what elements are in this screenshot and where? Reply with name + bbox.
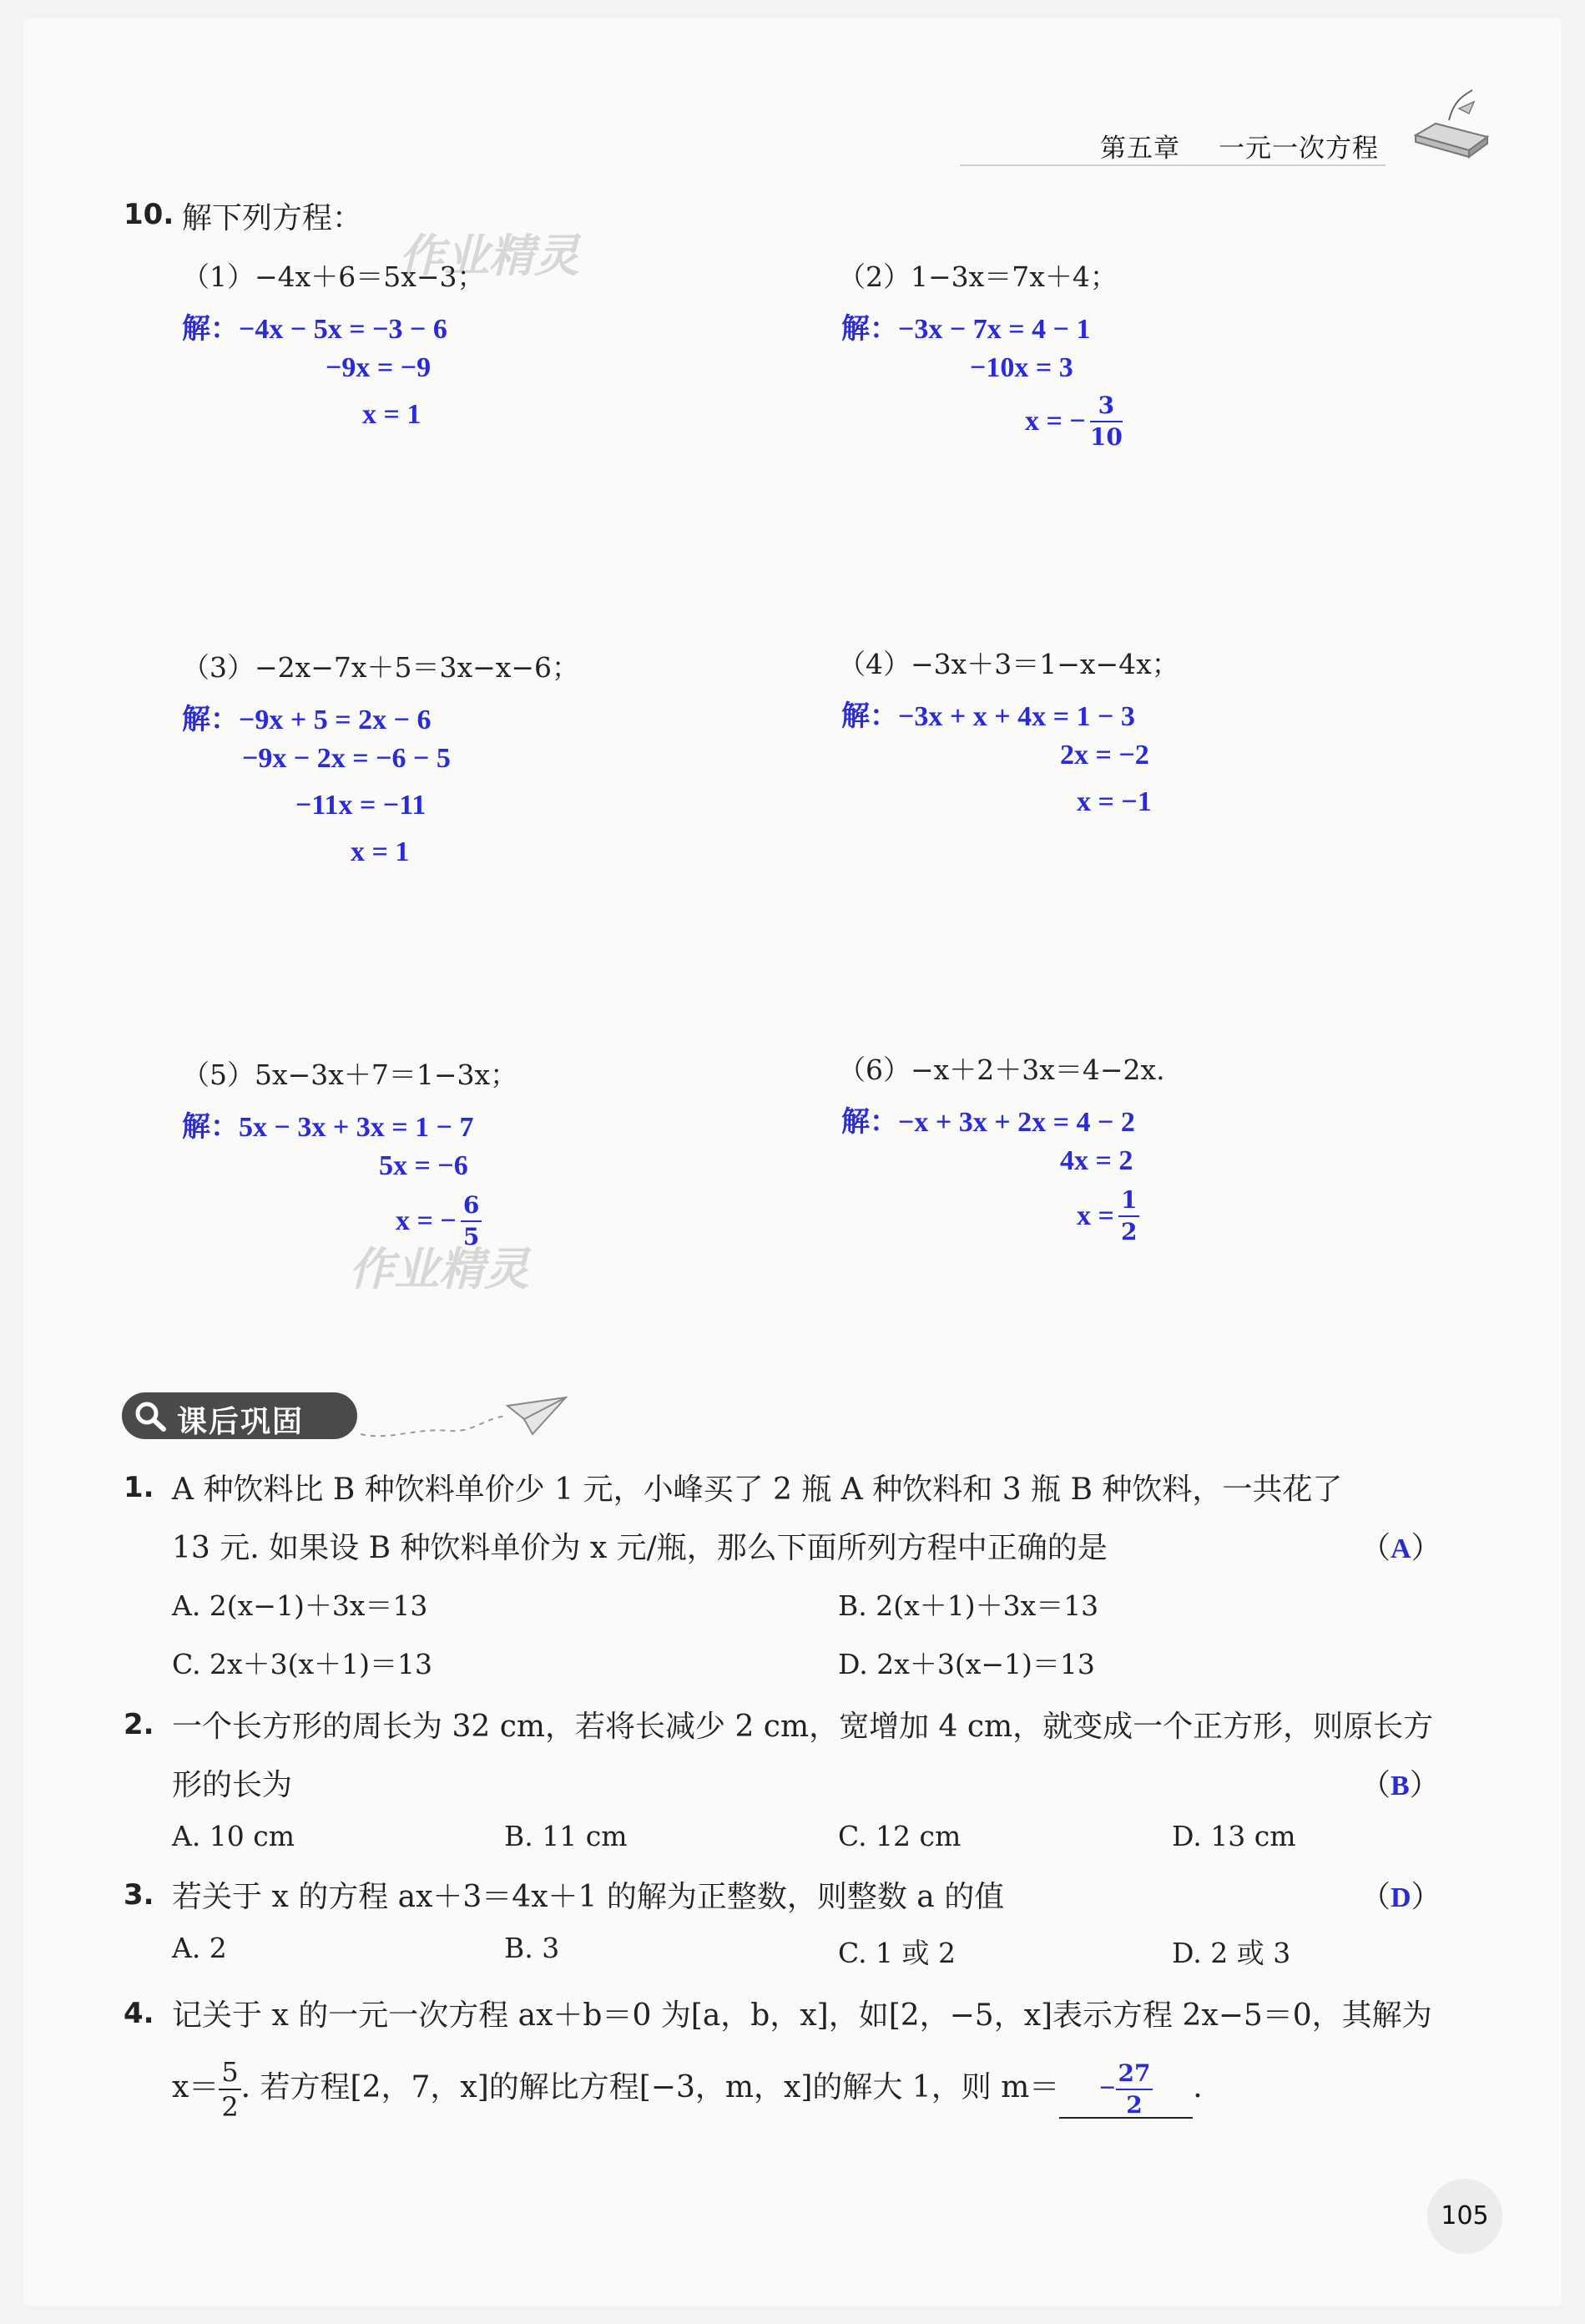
q4-line1: 记关于 x 的一元一次方程 ax＋b＝0 为[a，b，x]，如[2，−5，x]表示方程 2x−5＝0，其解为 (172, 1998, 1432, 2033)
watermark-2: 作业精灵 (349, 1243, 529, 1296)
q3-number: 3. (124, 1878, 154, 1912)
q3-option-d: D. 2 或 3 (1172, 1937, 1291, 1969)
q2-option-a: A. 10 cm (172, 1820, 295, 1852)
q2-option-d: D. 13 cm (1172, 1820, 1296, 1852)
q10-part2-step2: −10x = 3 (970, 352, 1073, 383)
q3-answer-bracket: （D） (1360, 1880, 1441, 1914)
q10-part4-step1: 解：−3x + x + 4x = 1 − 3 (841, 701, 1135, 732)
q4-example-fraction (219, 2056, 240, 2123)
paper-plane-icon (357, 1391, 574, 1449)
q10-part1-step1: 解：−4x − 5x = −3 − 6 (182, 314, 447, 345)
header-rule (960, 164, 1386, 166)
q4-line2 (172, 2056, 1203, 2123)
q10-part6-label: （6）−x＋2＋3x＝4−2x. (838, 1053, 1165, 1086)
q10-part5-step1: 解：5x − 3x + 3x = 1 − 7 (182, 1112, 474, 1143)
q1-option-a: A. 2(x−1)＋3x＝13 (172, 1589, 428, 1622)
q10-part4-label: （4）−3x＋3＝1−x−4x； (838, 648, 1179, 680)
q10-part2-den: 10 (1089, 423, 1123, 451)
watermark: 作业精灵 (399, 230, 579, 282)
q10-part5-den: 5 (462, 1223, 480, 1250)
q4-line2-pre: x＝ (172, 2070, 220, 2104)
q2-answer: B (1391, 1771, 1410, 1801)
q10-part6-step3 (1077, 1186, 1139, 1245)
q2-number: 2. (124, 1708, 154, 1741)
q1-answer: A (1391, 1533, 1411, 1564)
q10-part1-step3: x = 1 (362, 399, 421, 430)
q10-part3-step1: 解：−9x + 5 = 2x − 6 (182, 705, 432, 735)
q2-answer-bracket: （B） (1360, 1768, 1440, 1802)
q10-part3-step3: −11x = −11 (295, 790, 427, 821)
q4-line2-mid: . 若方程[2，7，x]的解比方程[−3，m，x]的解大 1，则 m＝ (240, 2070, 1060, 2104)
section-title: 课后巩固 (177, 1405, 305, 1439)
page-number: 105 (1427, 2179, 1502, 2254)
q2-option-c: C. 12 cm (838, 1820, 962, 1852)
q1-number: 1. (124, 1471, 154, 1504)
q10-part4-step3: x = −1 (1077, 786, 1152, 817)
q10-part3-step4: x = 1 (351, 836, 410, 867)
q4-line2-end: . (1193, 2070, 1203, 2104)
q10-part6-fraction (1118, 1186, 1139, 1245)
page (23, 18, 1562, 2306)
q10-part5-label: （5）5x−3x＋7＝1−3x； (182, 1058, 518, 1091)
q3-option-c: C. 1 或 2 (838, 1937, 957, 1969)
chapter-label: 第五章 (1100, 134, 1180, 164)
q10-part6-step1: 解：−x + 3x + 2x = 4 − 2 (841, 1107, 1135, 1138)
q10-title: 解下列方程： (182, 201, 363, 235)
q10-part2-fraction (1090, 394, 1123, 449)
q4-answer-blank (1059, 2059, 1193, 2119)
q1-option-b: B. 2(x＋1)＋3x＝13 (838, 1589, 1099, 1622)
q10-part1-step2: −9x = −9 (326, 352, 432, 383)
q10-part5-step2: 5x = −6 (379, 1150, 468, 1181)
q3-option-a: A. 2 (172, 1932, 227, 1964)
chapter-title: 一元一次方程 (1219, 134, 1379, 164)
q2-option-b: B. 11 cm (504, 1820, 628, 1852)
q4-example-num: 5 (219, 2059, 240, 2090)
q10-part2-step3-text: x = − (1025, 406, 1086, 437)
q4-answer-sign: − (1099, 2073, 1116, 2104)
q10-part5-step3-text: x = − (396, 1205, 457, 1236)
q3-option-b: B. 3 (504, 1932, 560, 1964)
q4-number: 4. (124, 1997, 154, 2030)
q10-part6-den: 2 (1120, 1218, 1138, 1245)
q10-number: 10. (124, 198, 174, 231)
magnifier-icon (132, 1399, 169, 1432)
q4-answer-num: 27 (1116, 2062, 1153, 2090)
q2-line2: 形的长为 (172, 1768, 293, 1802)
section-header (122, 1392, 357, 1439)
q1-option-c: C. 2x＋3(x＋1)＝13 (172, 1648, 433, 1680)
books-icon (1411, 83, 1491, 164)
q10-part2-num: 3 (1090, 394, 1123, 422)
q4-answer-den: 2 (1126, 2091, 1143, 2119)
q3-line1: 若关于 x 的方程 ax＋3＝4x＋1 的解为正整数，则整数 a 的值 (172, 1880, 1005, 1914)
q10-part1-label: （1）−4x＋6＝5x−3； (182, 260, 485, 293)
q10-part5-num: 6 (461, 1194, 482, 1222)
q10-part2-step1: 解：−3x − 7x = 4 − 1 (841, 314, 1091, 345)
q10-part6-step2: 4x = 2 (1060, 1145, 1133, 1176)
q10-part4-step2: 2x = −2 (1060, 740, 1149, 770)
q1-option-d: D. 2x＋3(x−1)＝13 (838, 1648, 1095, 1680)
q10-part6-step3-text: x = (1077, 1200, 1114, 1231)
q4-answer-fraction (1116, 2059, 1153, 2119)
q1-line1: A 种饮料比 B 种饮料单价少 1 元，小峰买了 2 瓶 A 种饮料和 3 瓶 B 种饮料，一共花了 (172, 1473, 1343, 1507)
q3-answer: D (1391, 1882, 1411, 1913)
q2-line1: 一个长方形的周长为 32 cm，若将长减少 2 cm，宽增加 4 cm，就变成一个正方形，则原长方 (172, 1710, 1434, 1744)
q4-example-den: 2 (221, 2091, 239, 2123)
q10-part3-label: （3）−2x−7x＋5＝3x−x−6； (182, 651, 580, 684)
q1-answer-bracket: （A） (1360, 1531, 1441, 1565)
q10-part6-num: 1 (1118, 1189, 1139, 1217)
q10-part2-label: （2）1−3x＝7x＋4； (838, 260, 1118, 293)
q10-part2-step3 (1025, 394, 1123, 449)
q1-line2: 13 元. 如果设 B 种饮料单价为 x 元/瓶，那么下面所列方程中正确的是 (172, 1531, 1108, 1565)
q10-part3-step2: −9x − 2x = −6 − 5 (242, 743, 451, 774)
